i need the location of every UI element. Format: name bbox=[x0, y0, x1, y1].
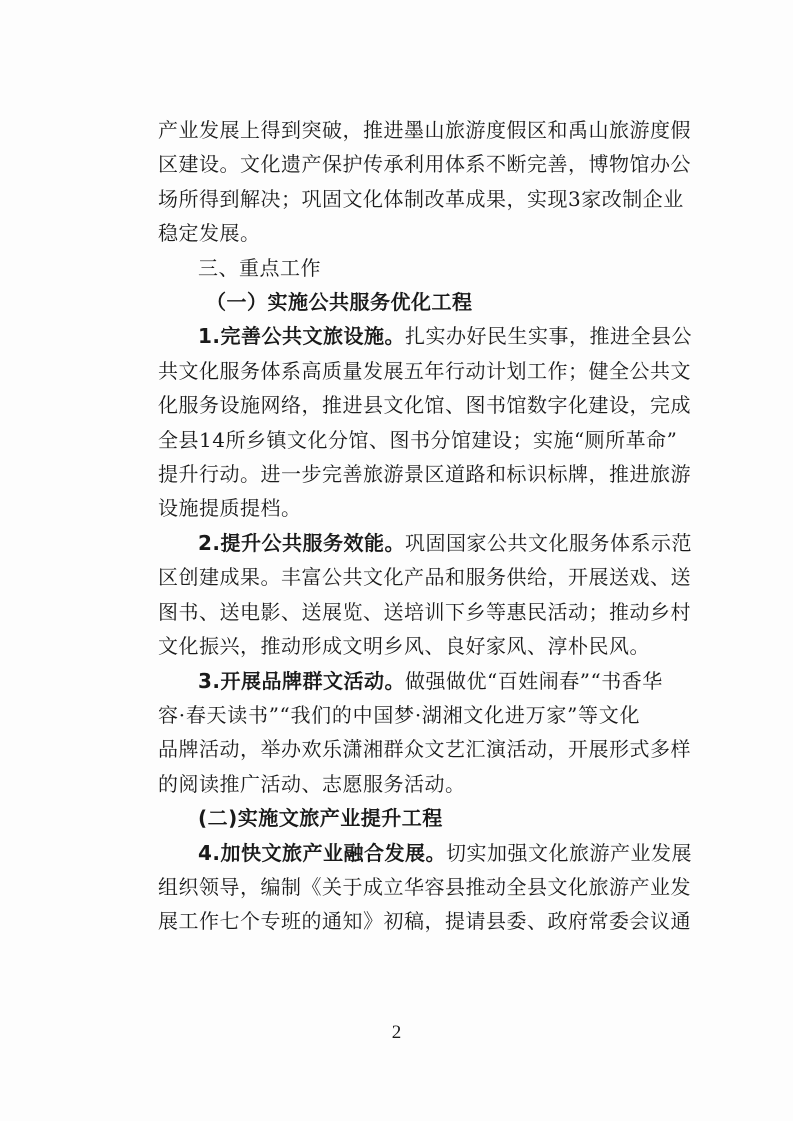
text-line: 组织领导，编制《关于成立华容县推动全县文化旅游产业发 bbox=[158, 874, 691, 899]
text-line: 设施提质提档。 bbox=[158, 496, 302, 521]
item-1-first-line bbox=[158, 319, 693, 353]
text-line: 容·春天读书”“我们的中国梦·湖湘文化进万家”等文化 bbox=[158, 702, 640, 727]
text-line: 全县14所乡镇文化分馆、图书分馆建设；实施“厕所革命” bbox=[158, 427, 678, 452]
text-line: 提升行动。进一步完善旅游景区道路和标识标牌，推进旅游 bbox=[158, 462, 691, 487]
item-4-text: 切实加强文化旅游产业发展 bbox=[446, 840, 693, 865]
item-4-title: 4.加快文旅产业融合发展。 bbox=[198, 840, 447, 865]
text-line: 共文化服务体系高质量发展五年行动计划工作；健全公共文 bbox=[158, 358, 691, 383]
subheading-text: (二)实施文旅产业提升工程 bbox=[198, 806, 443, 831]
text-line: 区创建成果。丰富公共文化产品和服务供给，开展送戏、送 bbox=[158, 565, 691, 590]
text-line: 品牌活动，举办欢乐潇湘群众文艺汇演活动，开展形式多样 bbox=[158, 737, 691, 762]
text-line: 产业发展上得到突破，推进墨山旅游度假区和禹山旅游度假 bbox=[158, 118, 691, 142]
page-number: 2 bbox=[391, 1022, 402, 1043]
subheading-text: （一）实施公共服务优化工程 bbox=[206, 290, 473, 315]
text-line: 化服务设施网络，推进县文化馆、图书馆数字化建设，完成 bbox=[158, 393, 691, 418]
text-line: 展工作七个专班的通知》初稿，提请县委、政府常委会议通 bbox=[158, 909, 691, 934]
subheading-public-service bbox=[158, 285, 640, 319]
item-3-title: 3.开展品牌群文活动。 bbox=[198, 668, 406, 693]
item-1-title: 1.完善公共文旅设施。 bbox=[198, 324, 406, 349]
item-2-text: 巩固国家公共文化服务体系示范 bbox=[405, 530, 693, 555]
item-2-title: 2.提升公共服务效能。 bbox=[198, 530, 406, 555]
text-line: 稳定发展。 bbox=[158, 221, 261, 246]
subheading-industry bbox=[158, 801, 640, 835]
item-1-text: 扎实办好民生实事，推进全县公 bbox=[405, 324, 693, 349]
text-line: 图书、送电影、送展览、送培训下乡等惠民活动；推动乡村 bbox=[158, 599, 691, 624]
item-3-text: 做强做优“百姓闹春”“书香华 bbox=[405, 668, 663, 693]
item-2-first-line bbox=[158, 526, 693, 560]
text-line: 的阅读推广活动、志愿服务活动。 bbox=[158, 771, 466, 796]
text-line: 场所得到解决；巩固文化体制改革成果，实现3家改制企业 bbox=[158, 186, 684, 211]
document-body bbox=[158, 113, 693, 939]
text-line: 区建设。文化遗产保护传承利用体系不断完善，博物馆办公 bbox=[158, 152, 691, 177]
text-line: 文化振兴，推动形成文明乡风、良好家风、淳朴民风。 bbox=[158, 634, 650, 659]
section-heading: 三、重点工作 bbox=[198, 255, 321, 280]
item-3-first-line bbox=[158, 664, 663, 698]
item-4-first-line bbox=[158, 836, 693, 870]
